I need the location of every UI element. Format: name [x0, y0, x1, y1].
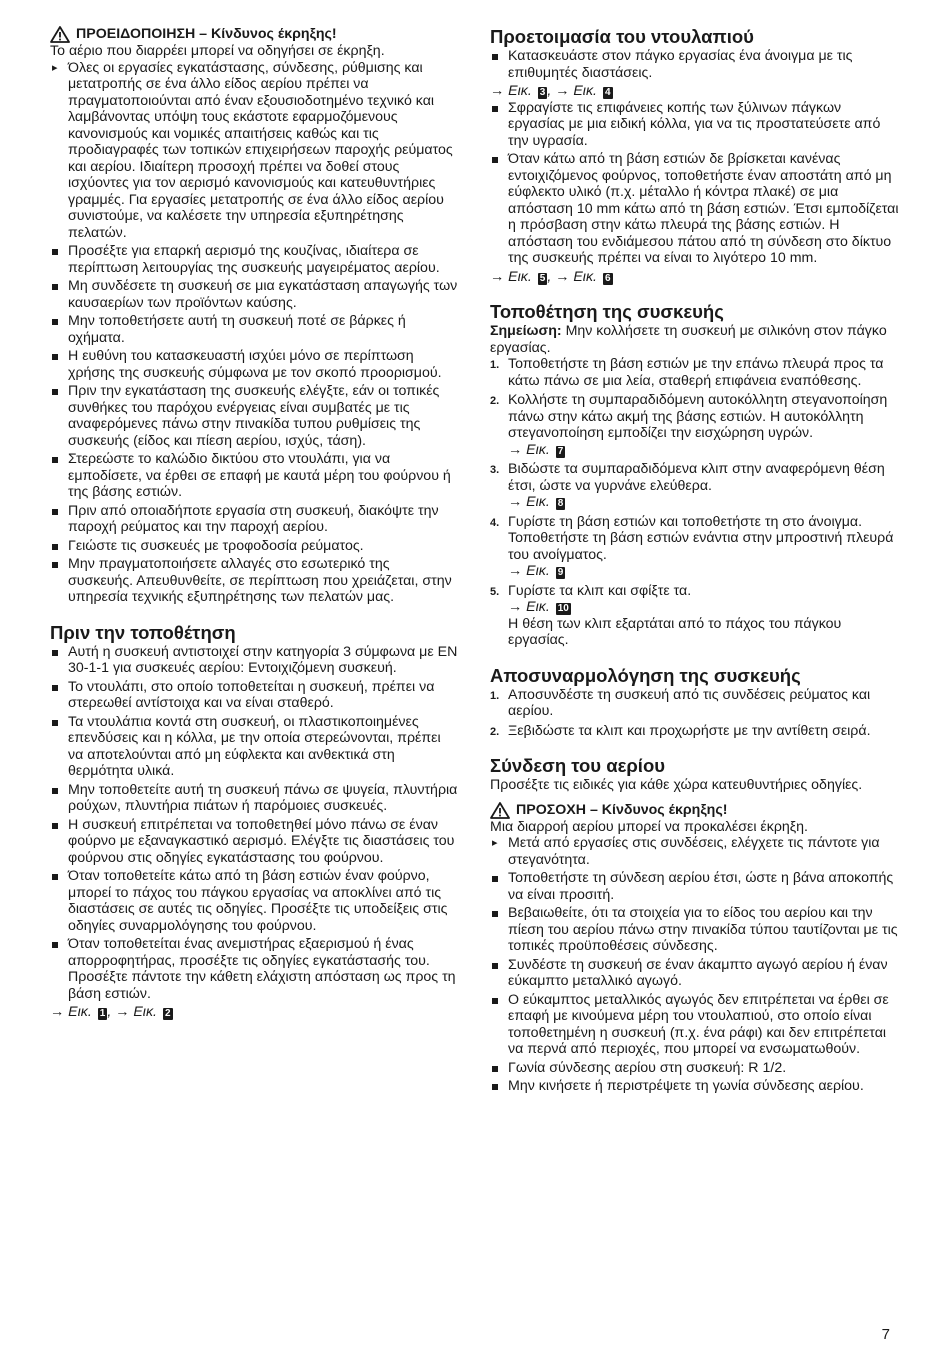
figure-number-badge: 6 — [604, 272, 611, 284]
list-item: Μην τοποθετείτε αυτή τη συσκευή πάνω σε ψυγεία, πλυντήρια ρούχων, πλυντήρια πιάτων ή παρόμοιες συσκευές. — [50, 782, 458, 815]
section-title-gas-connection: Σύνδεση του αερίου — [490, 755, 666, 776]
warning-heading — [50, 26, 458, 43]
caution-step-text: Μετά από εργασίες στις συνδέσεις, ελέγχετε τις πάντοτε για στεγανότητα. — [508, 835, 880, 868]
left-column — [50, 26, 458, 1021]
figure-number-badge: 1 — [99, 1008, 106, 1019]
step-item: 1. Αποσυνδέστε τη συσκευή από τις συνδέσεις ρεύματος και αερίου. — [490, 686, 871, 719]
list-item: Μη συνδέσετε τη συσκευή σε μια εγκατάσταση απαγωγής των καυσαερίων των προϊόντων καύσης. — [50, 278, 458, 311]
note-label: Σημείωση: — [490, 323, 562, 339]
list-item: Όταν τοποθετείτε κάτω από τη βάση εστιών έναν φούρνο, μπορεί το πάχος του πάγκου εργασίας να αποκλίνει από τις διαστάσεις σε αυτές τις οδηγίες. Προσέξτε τις υποδείξεις στις οδηγίες συναρμολόγησης του φούρνου. — [50, 868, 458, 934]
section-title-cabinet-prep: Προετοιμασία του ντουλαπιού — [490, 26, 754, 47]
list-item: Το ντουλάπι, στο οποίο τοποθετείται η συσκευή, πρέπει να στερεωθεί αντίστοιχα και να είναι σταθερό. — [50, 679, 458, 712]
step-extra-text: Η θέση των κλιπ εξαρτάται από το πάχος του πάγκου εργασίας. — [508, 615, 842, 648]
list-item: Ο εύκαμπτος μεταλλικός αγωγός δεν επιτρέπεται να έρθει σε επαφή με κινούμενα μέρη του ντουλαπιού, στο οποίο είναι τοποθετημένη η συσκευή (π.χ. ένα ράφι) και δεν επιτρέπεται να περνά από περιοχές, που μπορεί να ενσωματωθούν. — [490, 992, 900, 1058]
list-item: Στερεώστε το καλώδιο δικτύου στο ντουλάπι, για να εμποδίσετε, να έρθει σε επαφή με καυτά μέρη του φούρνου ή της βάσης εστιών. — [50, 451, 458, 501]
list-item: Η ευθύνη του κατασκευαστή ισχύει μόνο σε περίπτωση χρήσης της συσκευής σύμφωνα με τον σκοπό προορισμού. — [50, 348, 458, 381]
arrow-icon: → — [555, 83, 570, 99]
list-item: Όταν τοποθετείται ένας ανεμιστήρας εξαερισμού ή ένας απορροφητήρας, προσέξτε τις οδηγίες εγκατάστασής του. Προσέξτε πάντοτε την κάθετη ελάχιστη απόσταση ως προς τη βάση εστιών. — [50, 936, 458, 1002]
removal-steps — [490, 687, 900, 740]
note-text: Μην κολλήσετε τη συσκευή με σιλικόνη στον πάγκο εργασίας. — [490, 323, 887, 356]
figure-number-badge: 9 — [557, 567, 564, 578]
section-title-before-installation: Πριν την τοποθέτηση — [50, 621, 236, 643]
step-item: 2. Κολλήστε τη συμπαραδιδόμενη αυτοκόλλητη στεγανοποίηση πάνω στην κάτω ακμή της βάσης εστιών. Η αυτοκόλλητη στεγανοποίηση εμποδίζει την εισχώρηση υγρών. → Εικ. 7 — [490, 392, 900, 458]
list-item: Μην πραγματοποιήσετε αλλαγές στο εσωτερικό της συσκευής. Απευθυνθείτε, σε περίπτωση που χρειάζεται, στην υπηρεσία τεχνικής εξυπηρέτησης των πελατών μας. — [50, 556, 458, 606]
list-item: Μην κινήσετε ή περιστρέψετε τη γωνία σύνδεσης αερίου. — [490, 1078, 900, 1095]
arrow-marker-icon: ▸ — [492, 837, 498, 849]
before-bullet-list — [50, 644, 458, 1003]
prep-bullet-list — [490, 48, 900, 81]
list-item: Όταν κάτω από τη βάση εστιών δε βρίσκεται κανένας εντοιχιζόμενος φούρνος, τοποθετήστε έναν αποστάτη από μη εύφλεκτο υλικό (π.χ. μέταλλο ή κόντρα πλακέ) σε μια απόσταση 10 mm κάτω από τη βάση εστιών. Έτσι εμποδίζεται η πρόσβαση στην κάτω πλευρά της βάσης εστιών. Η απόσταση του ενδιάμεσου πάτου από τη σύνδεση στο δίκτυο της συσκευής πρέπει να είναι το λιγότερο 10 mm. — [490, 151, 900, 267]
figure-reference: → Εικ. 9 — [508, 563, 564, 579]
warning-title: ΠΡΟΕΙΔΟΠΟΙΗΣΗ – Κίνδυνος έκρηξης! — [76, 26, 337, 43]
arrow-icon: → — [508, 494, 523, 510]
list-item: Η συσκευή επιτρέπεται να τοποθετηθεί μόνο πάνω σε έναν φούρνο με εξαναγκαστικό αερισμό. Ελέγξτε τις διαστάσεις του φούρνου στις οδηγίες εγκατάστασης του φούρνου. — [50, 817, 458, 867]
gas-intro: Προσέξτε τις ειδικές για κάθε χώρα κατευθυντήριες οδηγίες. — [490, 777, 863, 793]
list-item: Γωνία σύνδεσης αερίου στη συσκευή: R 1/2. — [490, 1060, 900, 1077]
figure-reference: → Εικ. 8 — [508, 494, 564, 510]
prep-bullet-list-2 — [490, 100, 900, 267]
step-item: 1. Τοποθετήστε τη βάση εστιών με την επάνω πλευρά προς τα κάτω πάνω σε μια λεία, σταθερή επιφάνεια εναπόθεσης. — [490, 356, 884, 389]
gas-bullet-list — [490, 870, 900, 1095]
warning-triangle-icon — [50, 26, 70, 43]
step-item: 4. Γυρίστε τη βάση εστιών και τοποθετήστε τη στο άνοιγμα. Τοποθετήστε τη βάση εστιών ενάντια στην μπροστινή πλευρά του ανοίγματος. → Εικ. 9 — [490, 514, 900, 580]
step-item: 3. Βιδώστε τα συμπαραδιδόμενα κλιπ στην αναφερόμενη θέση έτσι, ώστε να γυρνάνε ελεύθερα. → Εικ. 8 — [490, 461, 900, 511]
list-item: Μην τοποθετήσετε αυτή τη συσκευή ποτέ σε βάρκες ή οχήματα. — [50, 313, 458, 346]
list-item: Προσέξτε για επαρκή αερισμό της κουζίνας, ιδιαίτερα σε περίπτωση λειτουργίας της συσκευής μαγειρέματος αερίου. — [50, 243, 458, 276]
list-item: Τα ντουλάπια κοντά στη συσκευή, οι πλαστικοποιημένες επενδύσεις και η κόλλα, με την οποία στερεώνονται, πρέπει να αποτελούνται από μη εύφλεκτα και ανθεκτικά στη θερμότητα υλικά. — [50, 714, 458, 780]
list-item: Κατασκευάστε στον πάγκο εργασίας ένα άνοιγμα με τις επιθυμητές διαστάσεις. — [490, 48, 900, 81]
page-number: 7 — [881, 1326, 890, 1343]
arrow-icon: → — [50, 1004, 65, 1020]
step-item: 2. Ξεβιδώστε τα κλιπ και προχωρήστε με την αντίθετη σειρά. — [490, 722, 871, 739]
caution-heading — [490, 802, 900, 819]
list-item: Πριν από οποιαδήποτε εργασία στη συσκευή, διακόψτε την παροχή ρεύματος και την παροχή αερίου. — [50, 503, 458, 536]
warning-step — [50, 60, 458, 242]
arrow-icon: → — [508, 563, 523, 579]
figure-number-badge: 7 — [557, 445, 564, 457]
list-item: Τοποθετήστε τη σύνδεση αερίου έτσι, ώστε η βάνα αποκοπής να είναι προσιτή. — [490, 870, 900, 903]
figure-number-badge: 10 — [557, 603, 569, 614]
arrow-icon: → — [508, 599, 523, 615]
figure-reference: → Εικ. 5 , → Εικ. 6 — [490, 268, 611, 285]
figure-number-badge: 3 — [539, 87, 546, 98]
install-note — [490, 323, 900, 356]
caution-step — [490, 835, 900, 868]
figure-number-badge: 5 — [539, 272, 546, 284]
list-item: Σφραγίστε τις επιφάνειες κοπής των ξύλινων πάγκων εργασίας με μια ειδική κόλλα, για να τις προστατεύσετε από την υγρασία. — [490, 100, 900, 150]
arrow-icon: → — [508, 441, 523, 458]
list-item: Βεβαιωθείτε, ότι τα στοιχεία για το είδος του αερίου και την πίεση του αερίου πάνω στην πινακίδα τύπου ταυτίζονται με τις τοπικές προϋποθέσεις σύνδεσης. — [490, 905, 900, 955]
step-item: 5. Γυρίστε τα κλιπ και σφίξτε τα. → Εικ. 10 Η θέση των κλιπ εξαρτάται από το πάχος του πάγκου εργασίας. — [490, 583, 900, 649]
figure-number-badge: 4 — [604, 87, 611, 98]
right-column — [490, 26, 900, 1097]
caution-title: ΠΡΟΣΟΧΗ – Κίνδυνος έκρηξης! — [516, 801, 728, 818]
figure-reference: → Εικ. 7 — [508, 441, 564, 458]
arrow-icon: → — [115, 1004, 130, 1020]
warning-triangle-icon — [490, 802, 510, 819]
arrow-marker-icon: ▸ — [52, 61, 58, 74]
arrow-icon: → — [555, 268, 570, 285]
list-item: Αυτή η συσκευή αντιστοιχεί στην κατηγορία 3 σύμφωνα με EN 30-1-1 για συσκευές αερίου: Εντοιχιζόμενη συσκευή. — [50, 644, 458, 677]
warning-bullet-list — [50, 243, 458, 606]
install-steps — [490, 356, 900, 649]
section-title-removal: Αποσυναρμολόγηση της συσκευής — [490, 664, 801, 686]
figure-reference: → Εικ. 3 , → Εικ. 4 — [490, 83, 611, 99]
figure-number-badge: 2 — [164, 1008, 171, 1019]
caution-text: Μια διαρροή αερίου μπορεί να προκαλέσει έκρηξη. — [490, 818, 808, 835]
list-item: Συνδέστε τη συσκευή σε έναν άκαμπτο αγωγό αερίου ή έναν εύκαμπτο μεταλλικό αγωγό. — [490, 957, 900, 990]
warning-text: Το αέριο που διαρρέει μπορεί να οδηγήσει σε έκρηξη. — [50, 43, 385, 59]
figure-reference: → Εικ. 1 , → Εικ. 2 — [50, 1004, 171, 1020]
figure-number-badge: 8 — [557, 498, 564, 509]
arrow-icon: → — [490, 83, 505, 99]
list-item: Πριν την εγκατάσταση της συσκευής ελέγξτε, εάν οι τοπικές συνθήκες του παρόχου ενέργειας είναι συμβατές με τις αναφερόμενες πάνω στην πινακίδα τυπου ρυθμίσεις της συσκευής (είδος και πίεση αερίου, ισχύς, τάση). — [50, 383, 458, 449]
list-item: Γειώστε τις συσκευές με τροφοδοσία ρεύματος. — [50, 538, 458, 555]
section-title-installation: Τοποθέτηση της συσκευής — [490, 301, 724, 322]
figure-reference: → Εικ. 10 — [508, 599, 569, 615]
warning-step-text: Όλες οι εργασίες εγκατάστασης, σύνδεσης, ρύθμισης και μετατροπής σε ένα άλλο είδος αερίου πρέπει να πραγματοποιούνται από έναν εξουσιοδοτημένο τεχνικό και λαμβάνοντας υπόψη τους εκάστοτε εφαρμοζόμενους κανονισμούς και νομικές απαιτήσεις καθώς και τις προδιαγραφές των τοπικών επιχειρήσεων παροχής ρεύματος και αερίου. Ιδιαίτερη προσοχή πρέπει να δοθεί στους ισχύοντες για τον αερισμό κανονισμούς και κατευθυντήριες γραμμές. Για εργασίες μετατροπής σε ένα άλλο είδος αερίου συνιστούμε, να καλέσετε την υπηρεσία εξυπηρέτησης πελατών. — [68, 59, 453, 241]
arrow-icon: → — [490, 268, 505, 285]
